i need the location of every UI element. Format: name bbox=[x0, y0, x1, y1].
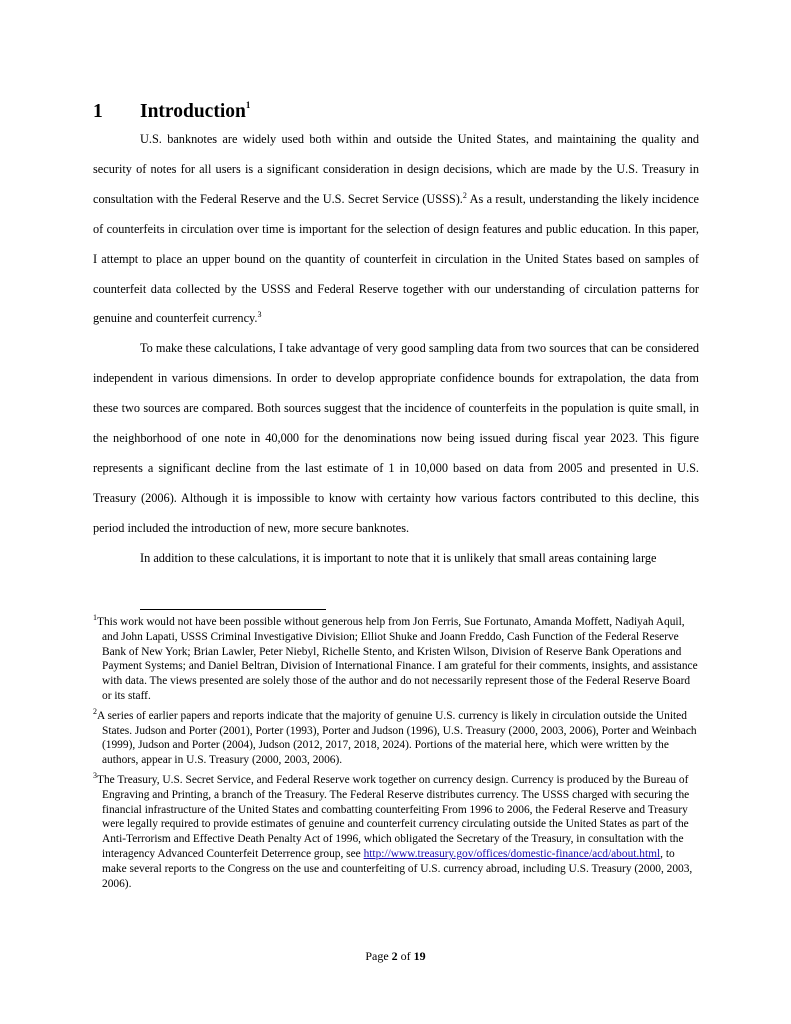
footnote-mark: 2 bbox=[93, 706, 97, 716]
footnote-text: A series of earlier papers and reports indicate that the majority of genuine U.S. currency is likely in circulation outside the United States. Judson and Porter (2001), Porter (1993), Porter and Judson (1996), U.S. Treasury (2000, 2003, 2006), Porter and Weinbach (1999), Judson and Porter (2004), Judson (2012, 2017, 2018, 2024). Portions of the material here, which were written by the authors, appear in U.S. Treasury (2000, 2003, 2006). bbox=[97, 709, 697, 767]
footnote-mark: 3 bbox=[93, 770, 97, 780]
footnote-text-end: , to make several reports to the Congress on the use and counterfeiting of U.S. currency abroad, including U.S. Treasury (2000, 2003, 2006). bbox=[102, 847, 693, 890]
page-separator: of bbox=[397, 949, 414, 963]
treasury-acd-link[interactable]: http://www.treasury.gov/offices/domestic-finance/acd/about.html bbox=[363, 847, 661, 860]
footnote-mark: 1 bbox=[93, 613, 97, 622]
section-number: 1 bbox=[93, 101, 103, 122]
section-heading bbox=[93, 92, 250, 125]
footnote-text: The Treasury, U.S. Secret Service, and Federal Reserve work together on currency design. Currency is produced by the Bureau of Engraving and Printing, a branch of the Treasury. The Federal Reserve distributes currency. The USSS charged with securing the financial infrastructure of the United States and combatting counterfeiting From 1996 to 2006, the Federal Reserve and Treasury were legally required to provide estimates of genuine and counterfeit currency circulating outside the United States as part of the Anti-Terrorism and Effective Death Penalty Act of 1996, which obligated the Secretary of the Treasury, in consultation with the interagency Advanced Counterfeit Deterrence group, see bbox=[97, 773, 690, 860]
section-title: Introduction bbox=[140, 101, 246, 122]
footnote-text: This work would not have been possible without generous help from Jon Ferris, Sue Fortunato, Amanda Moffett, Nadiyah Aquil, and John Lapati, USSS Criminal Investigative Division; Elliot Shuke and Joann Freddo, Cash Function of the Federal Reserve Bank of New York; Brian Lawler, Peter Niebyl, Richelle Stento, and Kristen Wilson, Division of Reserve Bank Operations and Payment Systems; and Daniel Beltran, Division of International Finance. I am grateful for their comments, insights, and assistance with data. The views presented are solely those of the author and do not necessarily represent those of the Federal Reserve Board or its staff. bbox=[97, 616, 698, 702]
footnotes bbox=[93, 615, 699, 896]
footnote-separator bbox=[140, 609, 326, 610]
current-page: 2 bbox=[391, 949, 398, 963]
footnote-ref-1[interactable]: 1 bbox=[245, 100, 251, 110]
footnote-ref-2[interactable]: 2 bbox=[462, 190, 467, 200]
total-pages: 19 bbox=[413, 949, 426, 963]
paragraph-1-text-b: As a result, understanding the likely incidence of counterfeits in circulation over time is important for the selection of design features and public education. In this paper, I attempt to place an upper bound on the quantity of counterfeit in circulation in the United States based on samples of counterfeit data collected by the USSS and Federal Reserve together with our understanding of circulation patterns for genuine and counterfeit currency. bbox=[93, 191, 699, 326]
paragraph-3: In addition to these calculations, it is important to note that it is unlikely that small areas containing large bbox=[140, 550, 657, 565]
footnote-3 bbox=[93, 770, 699, 891]
paragraph-1-text-a: U.S. banknotes are widely used both within and outside the United States, and maintaining the quality and security of notes for all users is a significant consideration in design decisions, which are made by the U.S. Treasury in consultation with the Federal Reserve and the U.S. Secret Service (USSS). bbox=[93, 132, 699, 206]
footnote-1 bbox=[93, 615, 699, 704]
page-prefix: Page bbox=[365, 949, 392, 963]
paragraph-1 bbox=[93, 125, 699, 334]
paragraph-2: To make these calculations, I take advantage of very good sampling data from two sources that can be considered independent in various dimensions. In order to develop appropriate confidence bounds for extrapolation, the data from these two sources are compared. Both sources suggest that the incidence of counterfeits in the population is quite small, in the neighborhood of one note in 40,000 for the denominations now being issued during fiscal year 2023. This figure represents a significant decline from the last estimate of 1 in 10,000 based on data from 2005 and presented in U.S. Treasury (2006). Although it is impossible to know with certainty how various factors contributed to this decline, this period included the introduction of new, more secure banknotes. bbox=[93, 341, 699, 535]
page-number bbox=[0, 949, 791, 964]
footnote-ref-3[interactable]: 3 bbox=[257, 310, 262, 320]
footnote-2 bbox=[93, 706, 699, 768]
body-text bbox=[93, 125, 699, 574]
